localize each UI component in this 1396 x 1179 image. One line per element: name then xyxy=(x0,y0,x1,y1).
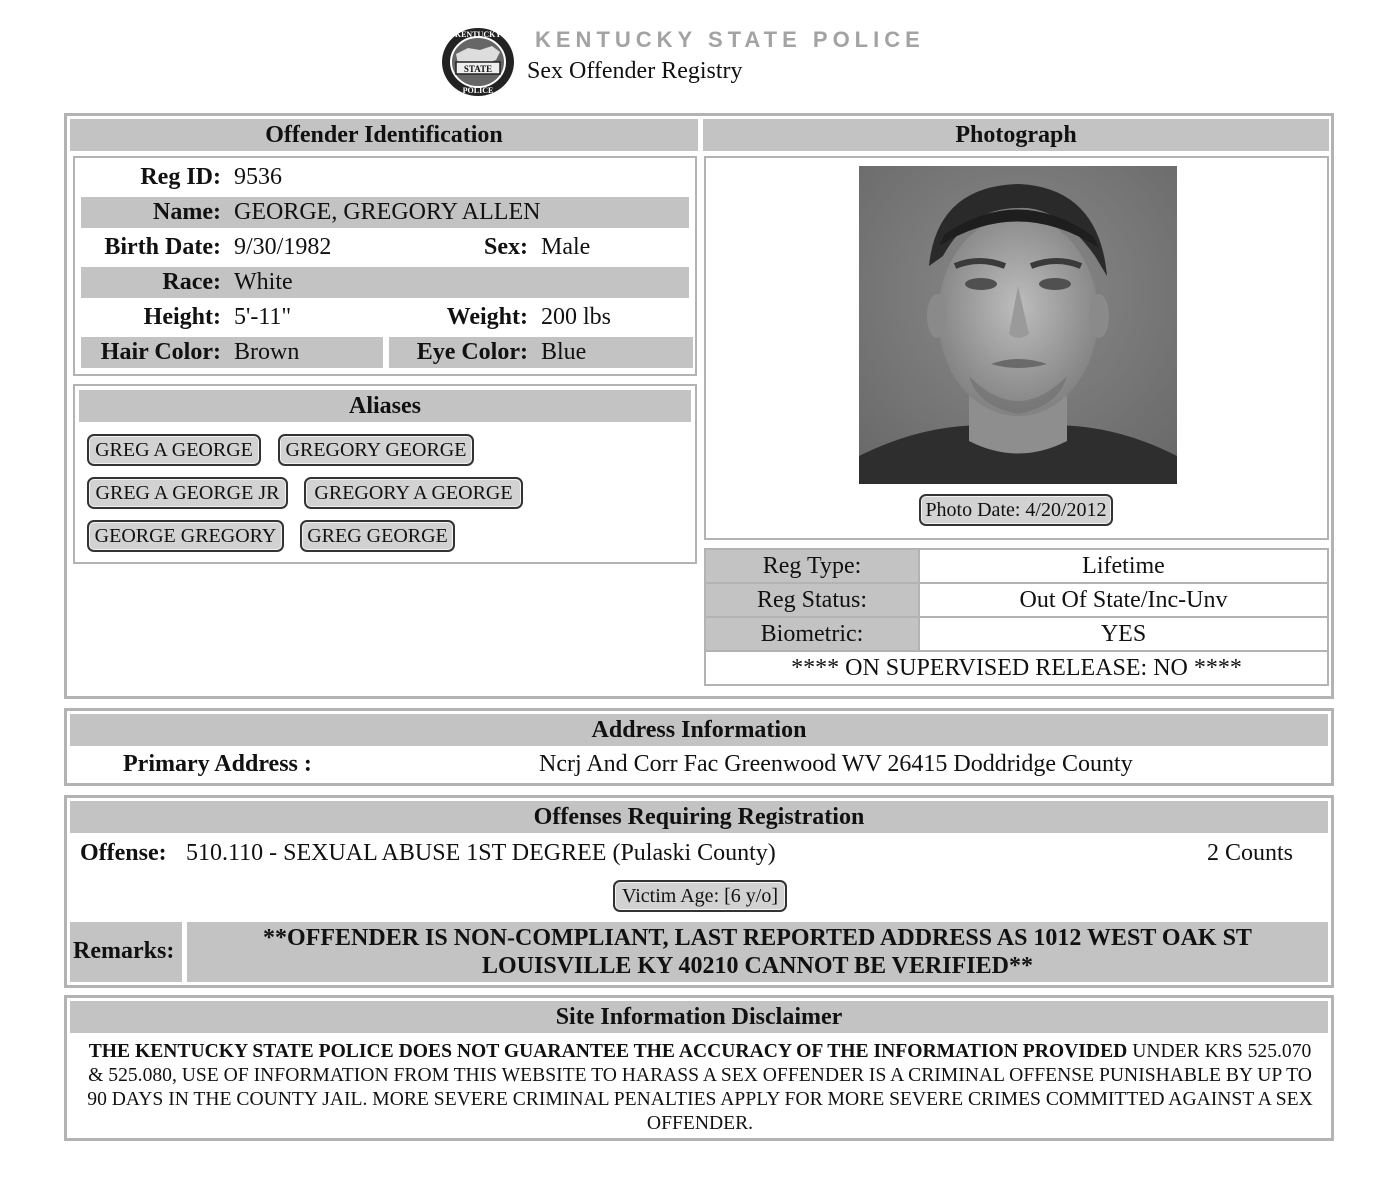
remarks-text xyxy=(187,922,1328,982)
birth-date-value: 9/30/1982 xyxy=(234,234,332,260)
hair-color-value: Brown xyxy=(234,339,300,365)
hair-eye-row xyxy=(81,337,689,368)
alias-tag: GREGORY GEORGE xyxy=(278,434,474,466)
address-panel xyxy=(64,708,1334,786)
svg-text:STATE: STATE xyxy=(463,64,493,74)
registration-status-table xyxy=(704,548,1329,686)
alias-tag: GREG A GEORGE JR xyxy=(87,477,288,509)
offender-photo xyxy=(859,166,1177,484)
biometric-label: Biometric: xyxy=(705,617,919,651)
photo-date-tag: Photo Date: 4/20/2012 xyxy=(919,494,1113,526)
disclaimer-header: Site Information Disclaimer xyxy=(70,1001,1328,1033)
eye-color-value: Blue xyxy=(541,339,587,365)
offense-value: 510.110 - SEXUAL ABUSE 1ST DEGREE (Pulaski County) xyxy=(186,840,776,866)
birth-sex-row xyxy=(81,232,689,263)
aliases-box xyxy=(73,384,697,564)
weight-label: Weight: xyxy=(446,304,528,330)
remarks-line-1: **OFFENDER IS NON-COMPLIANT, LAST REPORTED ADDRESS AS 1012 WEST OAK ST xyxy=(263,925,1252,951)
disclaimer-bold: THE KENTUCKY STATE POLICE DOES NOT GUARANTEE THE ACCURACY OF THE INFORMATION PROVIDED xyxy=(88,1041,1128,1062)
identification-box xyxy=(73,156,697,376)
photo-box xyxy=(704,156,1329,540)
offense-label: Offense: xyxy=(80,840,167,866)
name-value: GEORGE, GREGORY ALLEN xyxy=(234,199,541,225)
supervised-release-status: **** ON SUPERVISED RELEASE: NO **** xyxy=(705,651,1328,685)
aliases-header: Aliases xyxy=(79,390,691,422)
alias-tag: GEORGE GREGORY xyxy=(87,520,284,552)
weight-value: 200 lbs xyxy=(541,304,612,330)
offenses-panel xyxy=(64,795,1334,988)
reg-type-label: Reg Type: xyxy=(705,549,919,583)
disclaimer-body: UNDER KRS 525.070 & 525.080, USE OF INFORMATION FROM THIS WEBSITE TO HARASS A SEX OFFENDER IS A CRIMINAL OFFENSE PUNISHABLE BY UP TO 90 DAYS IN THE COUNTY JAIL. MORE SEVERE CRIMINAL PENALTIES APPLY FOR MORE SEVERE CRIMES COMMITTED AGAINST A SEX OFFENDER. xyxy=(87,1041,1313,1134)
race-label: Race: xyxy=(162,269,221,295)
victim-age-tag: Victim Age: [6 y/o] xyxy=(613,880,787,912)
reg-status-value: Out Of State/Inc-Unv xyxy=(919,583,1328,617)
reg-type-value: Lifetime xyxy=(919,549,1328,583)
agency-title: KENTUCKY STATE POLICE xyxy=(535,27,925,52)
offense-counts: 2 Counts xyxy=(1207,840,1294,866)
alias-tag: GREGORY A GEORGE xyxy=(304,477,523,509)
hair-color-label: Hair Color: xyxy=(100,339,221,365)
race-value: White xyxy=(234,269,293,295)
photograph-header: Photograph xyxy=(703,119,1329,151)
reg-id-row xyxy=(81,162,689,193)
height-label: Height: xyxy=(143,304,221,330)
registry-subtitle: Sex Offender Registry xyxy=(527,58,743,84)
sex-label: Sex: xyxy=(484,234,528,260)
svg-text:KENTUCKY: KENTUCKY xyxy=(454,30,502,39)
alias-tag: GREG GEORGE xyxy=(300,520,455,552)
offender-panel xyxy=(64,113,1334,699)
height-value: 5'-11" xyxy=(234,304,292,330)
birth-date-label: Birth Date: xyxy=(104,234,221,260)
remarks-label: Remarks: xyxy=(73,938,175,964)
sex-value: Male xyxy=(541,234,591,260)
disclaimer-panel xyxy=(64,995,1334,1141)
race-row xyxy=(81,267,689,298)
primary-address-value: Ncrj And Corr Fac Greenwood WV 26415 Doddridge County xyxy=(539,751,1133,777)
alias-tag: GREG A GEORGE xyxy=(87,434,261,466)
remarks-line-2: LOUISVILLE KY 40210 CANNOT BE VERIFIED** xyxy=(481,953,1033,979)
name-label: Name: xyxy=(153,199,221,225)
reg-id-value: 9536 xyxy=(234,164,282,190)
address-header: Address Information xyxy=(70,714,1328,746)
eye-color-label: Eye Color: xyxy=(416,339,528,365)
svg-text:POLICE: POLICE xyxy=(462,86,494,95)
ksp-badge-logo xyxy=(440,26,516,98)
offenses-header: Offenses Requiring Registration xyxy=(70,801,1328,833)
name-row xyxy=(81,197,689,228)
biometric-value: YES xyxy=(919,617,1328,651)
disclaimer-text xyxy=(87,1040,1313,1136)
reg-id-label: Reg ID: xyxy=(140,164,221,190)
identification-header: Offender Identification xyxy=(70,119,698,151)
primary-address-label: Primary Address : xyxy=(123,751,312,777)
reg-status-label: Reg Status: xyxy=(705,583,919,617)
height-weight-row xyxy=(81,302,689,333)
